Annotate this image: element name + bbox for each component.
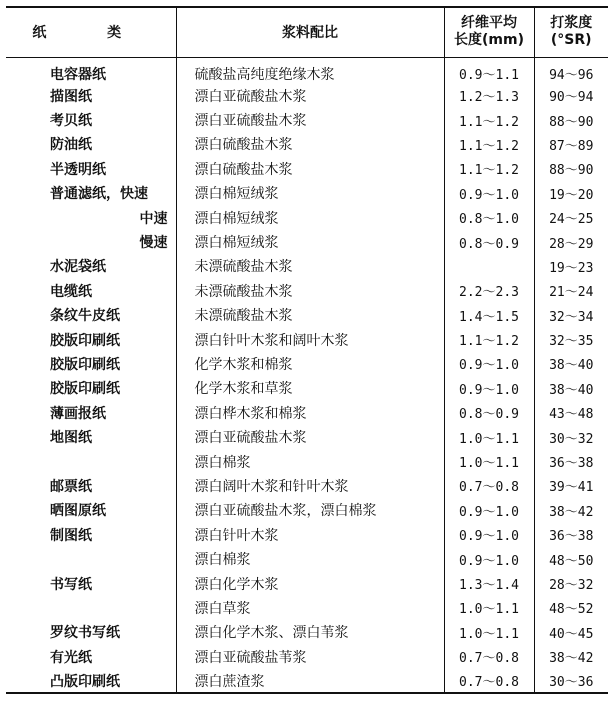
table-row [6,157,608,181]
beating-degree-cell: 39～41 [534,474,608,498]
fiber-length-cell: 0.9～1.0 [444,547,534,571]
pulp-ratio-cell: 漂白亚硫酸盐木浆 [176,84,444,108]
beating-degree-cell: 88～90 [534,157,608,181]
pulp-ratio-cell: 漂白亚硫酸盐木浆，漂白棉浆 [176,498,444,522]
fiber-length-cell: 0.9～1.0 [444,352,534,376]
beating-degree-cell: 24～25 [534,205,608,229]
paper-name-cell: 邮票纸 [50,478,92,495]
table-row [6,644,608,668]
fiber-length-cell: 0.7～0.8 [444,644,534,668]
table-row [6,279,608,303]
table-body [6,57,608,693]
paper-name-cell: 防油纸 [50,137,92,154]
pulp-ratio-cell: 漂白棉浆 [176,547,444,571]
pulp-ratio-cell: 漂白亚硫酸盐木浆 [176,108,444,132]
beating-degree-cell: 32～34 [534,303,608,327]
header-beating-degree-line2: (°SR) [550,32,592,49]
pulp-ratio-cell: 漂白化学木浆 [176,571,444,595]
fiber-length-cell: 1.0～1.1 [444,449,534,473]
pulp-ratio-cell: 漂白阔叶木浆和针叶木浆 [176,474,444,498]
beating-degree-cell: 38～40 [534,352,608,376]
beating-degree-cell: 40～45 [534,620,608,644]
header-pulp-ratio: 浆料配比 [176,7,444,57]
pulp-ratio-cell: 漂白化学木浆、漂白苇浆 [176,620,444,644]
beating-degree-cell: 30～32 [534,425,608,449]
table-header [6,7,608,57]
fiber-length-cell: 0.9～1.1 [444,57,534,84]
beating-degree-cell: 38～40 [534,376,608,400]
pulp-ratio-cell: 漂白棉浆 [176,449,444,473]
paper-name-cell: 晒图原纸 [50,503,106,520]
beating-degree-cell: 43～48 [534,401,608,425]
paper-name-cell [6,449,176,473]
pulp-ratio-cell: 未漂硫酸盐木浆 [176,303,444,327]
beating-degree-cell: 21～24 [534,279,608,303]
pulp-ratio-cell: 硫酸盐高纯度绝缘木浆 [176,57,444,84]
beating-degree-cell: 87～89 [534,132,608,156]
beating-degree-cell: 38～42 [534,644,608,668]
table-row [6,352,608,376]
header-fiber-length-line2: 长度(mm) [454,32,524,49]
fiber-length-cell: 1.1～1.2 [444,157,534,181]
pulp-ratio-cell: 漂白棉短绒浆 [176,181,444,205]
table-row [6,669,608,693]
paper-pulp-table [6,6,608,694]
fiber-length-cell: 2.2～2.3 [444,279,534,303]
beating-degree-cell: 48～50 [534,547,608,571]
fiber-length-cell: 1.0～1.1 [444,425,534,449]
paper-name-cell: 半透明纸 [50,161,106,178]
header-fiber-length [444,7,534,57]
fiber-length-cell: 0.7～0.8 [444,474,534,498]
fiber-length-cell: 0.9～1.0 [444,523,534,547]
paper-name-cell: 有光纸 [50,649,92,666]
table-row [6,425,608,449]
header-fiber-length-line1: 纤维平均 [461,15,517,32]
fiber-length-cell: 0.7～0.8 [444,669,534,693]
pulp-ratio-cell: 化学木浆和草浆 [176,376,444,400]
paper-name-cell: 条纹牛皮纸 [50,308,120,325]
table-row [6,620,608,644]
fiber-length-cell: 0.9～1.0 [444,376,534,400]
pulp-ratio-cell: 漂白亚硫酸盐苇浆 [176,644,444,668]
paper-name-cell: 凸版印刷纸 [6,669,176,693]
fiber-length-cell: 0.9～1.0 [444,498,534,522]
beating-degree-cell: 32～35 [534,327,608,351]
table-row [6,181,608,205]
pulp-ratio-cell: 漂白桦木浆和棉浆 [176,401,444,425]
header-beating-degree-line1: 打浆度 [550,15,593,32]
fiber-length-cell: 1.1～1.2 [444,327,534,351]
paper-name-cell: 胶版印刷纸 [50,356,120,373]
pulp-ratio-cell: 漂白蔗渣浆 [176,669,444,693]
table-row [6,303,608,327]
pulp-ratio-cell: 漂白针叶木浆 [176,523,444,547]
beating-degree-cell: 19～20 [534,181,608,205]
paper-name-cell: 胶版印刷纸 [50,332,120,349]
table-row [6,108,608,132]
table-row [6,327,608,351]
fiber-length-cell: 1.3～1.4 [444,571,534,595]
paper-name-cell [6,596,176,620]
table-row [6,84,608,108]
fiber-length-cell: 0.8～0.9 [444,230,534,254]
paper-name-cell: 薄画报纸 [50,405,106,422]
pulp-ratio-cell: 未漂硫酸盐木浆 [176,254,444,278]
pulp-ratio-cell: 漂白针叶木浆和阔叶木浆 [176,327,444,351]
paper-name-cell: 描图纸 [50,88,92,105]
table-row [6,449,608,473]
table-row [6,230,608,254]
paper-name-cell: 中速 [139,210,168,227]
beating-degree-cell: 30～36 [534,669,608,693]
beating-degree-cell: 88～90 [534,108,608,132]
beating-degree-cell: 36～38 [534,449,608,473]
table-row [6,547,608,571]
table-row [6,205,608,229]
paper-name-cell: 慢速 [139,235,168,252]
beating-degree-cell: 36～38 [534,523,608,547]
fiber-length-cell: 0.8～0.9 [444,401,534,425]
paper-name-cell: 水泥袋纸 [50,259,106,276]
pulp-ratio-cell: 漂白亚硫酸盐木浆 [176,425,444,449]
header-row [6,7,608,57]
fiber-length-cell: 1.2～1.3 [444,84,534,108]
pulp-ratio-cell: 漂白硫酸盐木浆 [176,157,444,181]
table-row [6,596,608,620]
fiber-length-cell: 1.4～1.5 [444,303,534,327]
paper-name-cell: 电容器纸 [50,66,106,83]
table-row [6,57,608,84]
beating-degree-cell: 94～96 [534,57,608,84]
fiber-length-cell: 0.8～1.0 [444,205,534,229]
fiber-length-cell: 1.0～1.1 [444,596,534,620]
paper-name-cell: 罗纹书写纸 [50,625,120,642]
pulp-ratio-cell: 未漂硫酸盐木浆 [176,279,444,303]
beating-degree-cell: 28～32 [534,571,608,595]
paper-name-cell: 普通滤纸，快速 [50,186,148,203]
pulp-ratio-cell: 漂白草浆 [176,596,444,620]
paper-name-cell: 书写纸 [50,576,92,593]
header-beating-degree [534,7,608,57]
table-row [6,474,608,498]
table-row [6,401,608,425]
fiber-length-cell: 1.1～1.2 [444,108,534,132]
beating-degree-cell: 90～94 [534,84,608,108]
paper-name-cell: 胶版印刷纸 [50,381,120,398]
table-row [6,571,608,595]
table-row [6,498,608,522]
beating-degree-cell: 38～42 [534,498,608,522]
pulp-ratio-cell: 漂白棉短绒浆 [176,230,444,254]
fiber-length-cell: 1.0～1.1 [444,620,534,644]
paper-name-cell: 考贝纸 [50,113,92,130]
table-row [6,376,608,400]
beating-degree-cell: 48～52 [534,596,608,620]
pulp-ratio-cell: 化学木浆和棉浆 [176,352,444,376]
header-paper-type [6,7,176,57]
table-row [6,254,608,278]
paper-name-cell [6,547,176,571]
table-row [6,132,608,156]
header-paper-type-label: 纸 类 [32,25,150,42]
beating-degree-cell: 19～23 [534,254,608,278]
table-row [6,523,608,547]
fiber-length-cell: 1.1～1.2 [444,132,534,156]
beating-degree-cell: 28～29 [534,230,608,254]
pulp-ratio-cell: 漂白硫酸盐木浆 [176,132,444,156]
pulp-ratio-cell: 漂白棉短绒浆 [176,205,444,229]
paper-name-cell: 地图纸 [50,430,92,447]
paper-name-cell: 制图纸 [50,527,92,544]
fiber-length-cell: 0.9～1.0 [444,181,534,205]
fiber-length-cell [444,254,534,278]
paper-name-cell: 电缆纸 [50,283,92,300]
